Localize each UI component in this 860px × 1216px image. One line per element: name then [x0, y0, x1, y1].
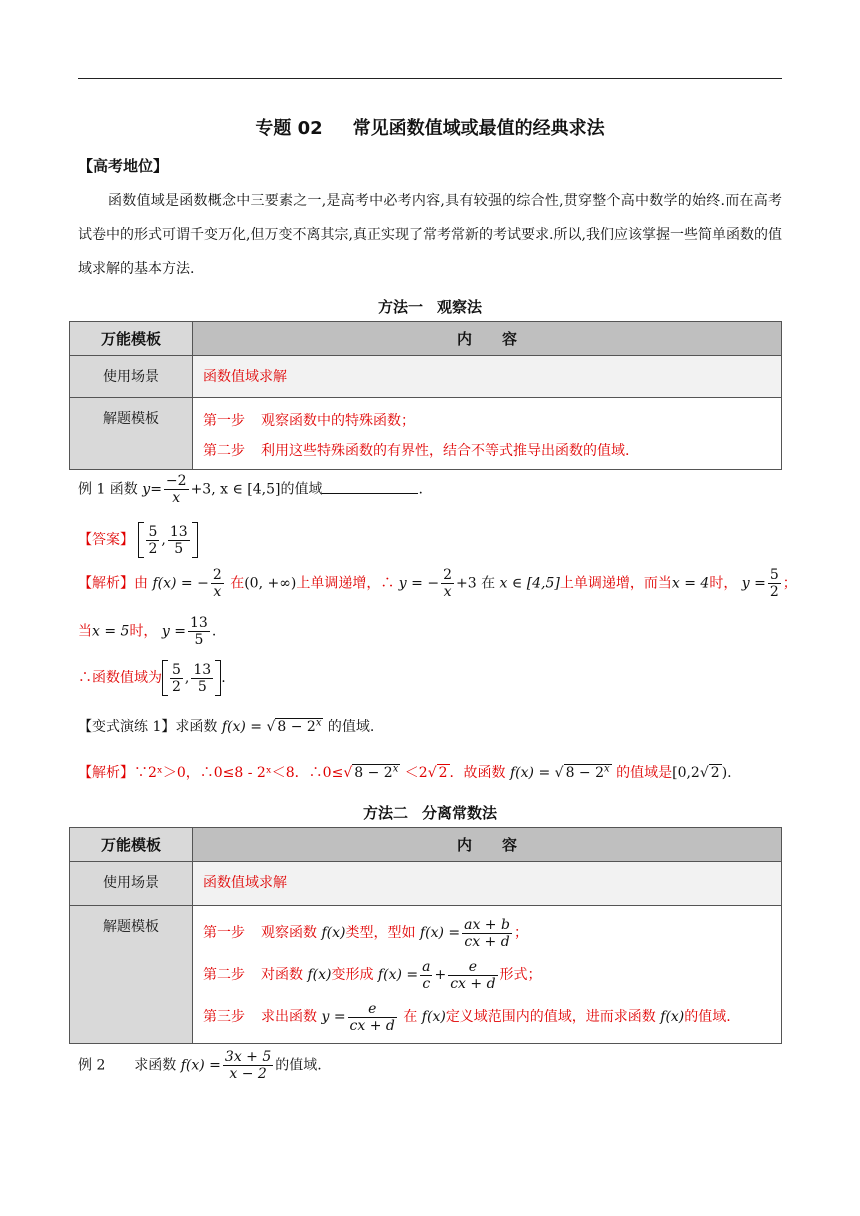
- method2-name: 分离常数法: [422, 804, 498, 822]
- variant-solution-1: 【解析】∵2ˣ＞0，∴0≤8 - 2ˣ＜8．∴0≤√ $8 - 2^x <2√$ 2 ．故函数 f(x) = √ $8 - 2^x$ 的值域是[0,2√ 2 ).: [78, 763, 732, 781]
- table-header-content: 内 容: [193, 828, 782, 862]
- row-text-template: [193, 906, 782, 1044]
- intro-paragraph: 函数值域是函数概念中三要素之一,是高考中必考内容,具有较强的综合性,贯穿整个高中数学的始终.而在高考试卷中的形式可谓千变万化,但万变不离其宗,真正实现了常考常新的考试要求.所以,我们应该掌握一些简单函数的值域求解的基本方法.: [78, 193, 782, 277]
- solution-1-line3: ∴函数值域为 $\frac{5}{2}$ , $\frac{13}{5}$ .: [78, 661, 226, 695]
- title-text: 常见函数值域或最值的经典求法: [352, 118, 605, 139]
- example-1: 例 1 函数 y= $\frac{-2}{x}$ +3, x ∈ [4,5]的值域 .: [78, 473, 423, 506]
- row-label-scenario: 使用场景: [70, 356, 193, 398]
- table-header-template: 万能模板: [70, 322, 193, 356]
- row-label-template: 解题模板: [70, 906, 193, 1044]
- solution-1-line2: 当x = 5时， y = $\frac{13}{5}$ .: [78, 615, 217, 648]
- row-text-scenario: 函数值域求解: [193, 862, 782, 906]
- row-label-template: 解题模板: [70, 398, 193, 470]
- method2-label: 方法二: [362, 804, 408, 822]
- title-number: 专题 02: [255, 118, 323, 139]
- page-title: [0, 114, 860, 140]
- variant-exercise-1: 【变式演练 1】求函数 f(x) = √ $8 - 2^x$ 的值域.: [78, 717, 375, 735]
- method1-heading: [0, 296, 860, 317]
- method1-label: 方法一: [377, 298, 423, 316]
- method1-name: 观察法: [437, 298, 483, 316]
- method2-table: [69, 827, 782, 1044]
- example-2: 例 2 求函数 f(x) = $\frac{3x + 5}{x - 2}$ 的值域.: [78, 1049, 322, 1082]
- method1-table: [69, 321, 782, 470]
- step-1: 第一步 观察函数中的特殊函数；: [203, 413, 415, 429]
- row-text-scenario: 函数值域求解: [193, 356, 782, 398]
- solution-1-line1: 【解析】由 f(x) = − $\frac{2}{x}$ 在(0, +∞)上单调递增，∴ y = − $\frac{2}{x}$ +3 在 x ∈ [4,5]上单调递增，而当x = 4时， y = $\frac{5}{2}$ ；: [78, 567, 797, 600]
- row-text-template: [193, 398, 782, 470]
- step-3: 第三步 求出函数 y = $\frac{e}{cx + d}$ 在 f(x)定义域范围内的值域，进而求函数 f(x)的值域.: [203, 1000, 731, 1034]
- section-heading-position: 【高考地位】: [78, 157, 169, 175]
- step-2: 第二步 利用这些特殊函数的有界性，结合不等式推导出函数的值域.: [203, 443, 630, 459]
- step-2: 第二步 对函数 f(x)变形成 f(x) = $\frac{a}{c}$ + $\frac{e}{cx + d}$ 形式；: [203, 958, 542, 992]
- table-header-template: 万能模板: [70, 828, 193, 862]
- step-1: 第一步 观察函数 f(x)类型，型如 f(x) = $\frac{ax + b}{cx + d}$ ；: [203, 916, 528, 950]
- header-rule: [78, 78, 782, 79]
- table-header-content: 内 容: [193, 322, 782, 356]
- answer-1: 【答案】 $\frac{5}{2}$ , $\frac{13}{5}$: [78, 522, 198, 558]
- answer-blank: [322, 479, 418, 494]
- ex1-fraction: $\frac{-2}{x}$: [165, 473, 187, 506]
- method2-heading: [0, 802, 860, 823]
- row-label-scenario: 使用场景: [70, 862, 193, 906]
